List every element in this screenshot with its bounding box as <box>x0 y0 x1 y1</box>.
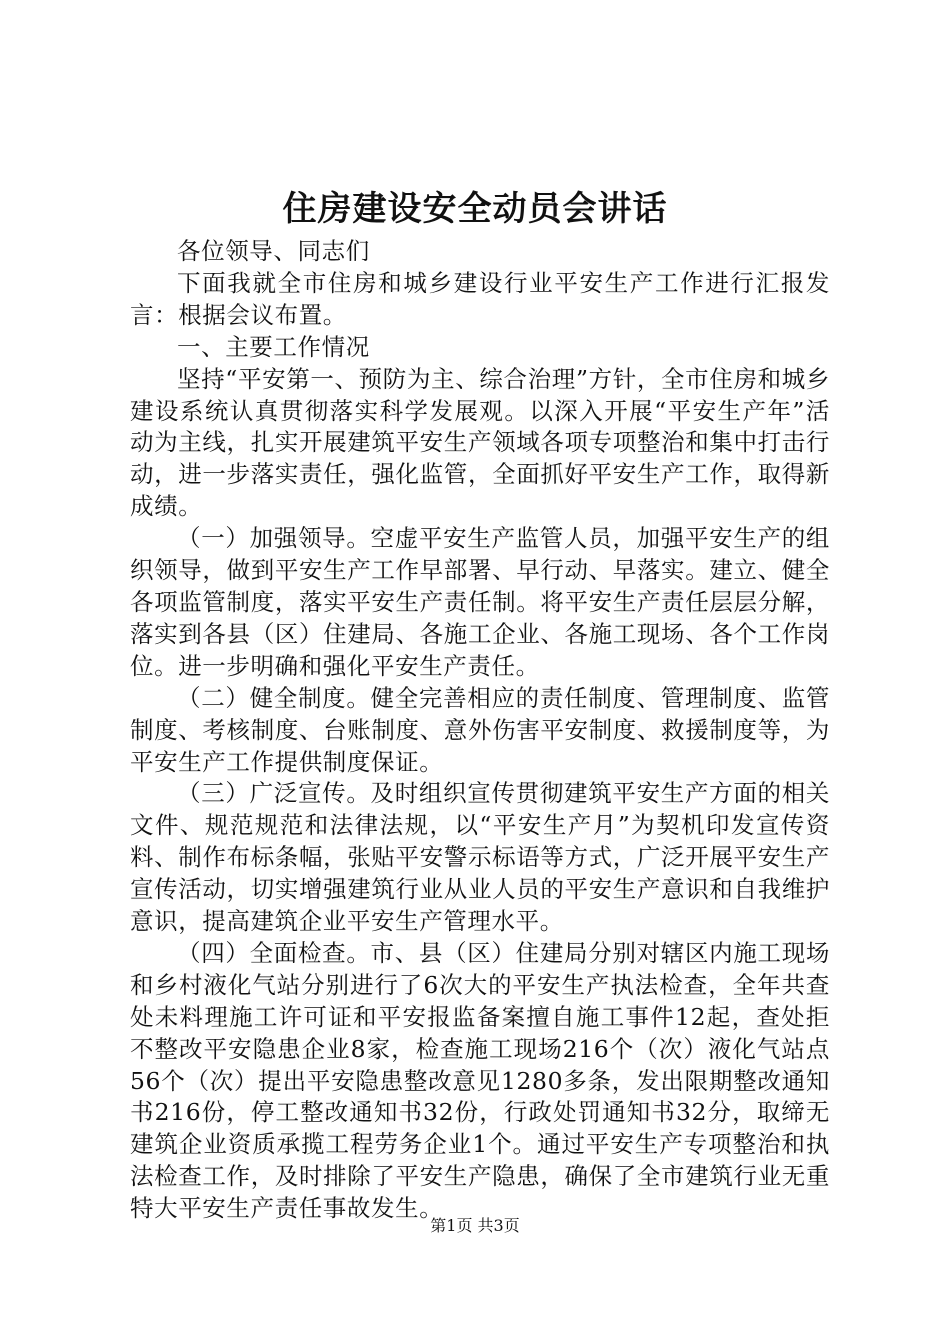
page-number: 第1页 共3页 <box>430 1216 520 1235</box>
item-4-paragraph: （四）全面检查。市、县（区）住建局分别对辖区内施工现场和乡村液化气站分别进行了6次大的平安生产执法检查，全年共查处未料理施工许可证和平安报监备案擅自施工事件12起，查处拒不整改平安隐患企业8家，检查施工现场216个（次）液化气站点56个（次）提出平安隐患整改意见1280多条，发出限期整改通知书216份，停工整改通知书32份，行政处罚通知书32分，取缔无建筑企业资质承揽工程劳务企业1个。通过平安生产专项整治和执法检查工作，及时排除了平安生产隐患，确保了全市建筑行业无重特大平安生产责任事故发生。 <box>130 938 830 1223</box>
document-body <box>130 236 830 1225</box>
greeting-paragraph: 各位领导、同志们 <box>177 237 370 265</box>
document-title: 住房建设安全动员会讲话 <box>282 189 668 229</box>
intro-paragraph: 下面我就全市住房和城乡建设行业平安生产工作进行汇报发言：根据会议布置。 <box>130 268 830 329</box>
summary-paragraph: 坚持“平安第一、预防为主、综合治理”方针，全市住房和城乡建设系统认真贯彻落实科学发展观。以深入开展“平安生产年”活动为主线，扎实开展建筑平安生产领域各项专项整治和集中打击行动，进一步落实责任，强化监管，全面抓好平安生产工作，取得新成绩。 <box>130 364 830 521</box>
item-1-paragraph: （一）加强领导。空虚平安生产监管人员，加强平安生产的组织领导，做到平安生产工作早部署、早行动、早落实。建立、健全各项监管制度，落实平安生产责任制。将平安生产责任层层分解，落实到各县（区）住建局、各施工企业、各施工现场、各个工作岗位。进一步明确和强化平安生产责任。 <box>130 524 830 680</box>
section-heading: 一、主要工作情况 <box>177 332 370 361</box>
item-2-paragraph: （二）健全制度。健全完善相应的责任制度、管理制度、监管制度、考核制度、台账制度、意外伤害平安制度、救援制度等，为平安生产工作提供制度保证。 <box>130 683 830 776</box>
item-3-paragraph: （三）广泛宣传。及时组织宣传贯彻建筑平安生产方面的相关文件、规范规范和法律法规，以“平安生产月”为契机印发宣传资料、制作布标条幅，张贴平安警示标语等方式，广泛开展平安生产宣传活动，切实增强建筑行业从业人员的平安生产意识和自我维护意识，提高建筑企业平安生产管理水平。 <box>130 779 830 936</box>
